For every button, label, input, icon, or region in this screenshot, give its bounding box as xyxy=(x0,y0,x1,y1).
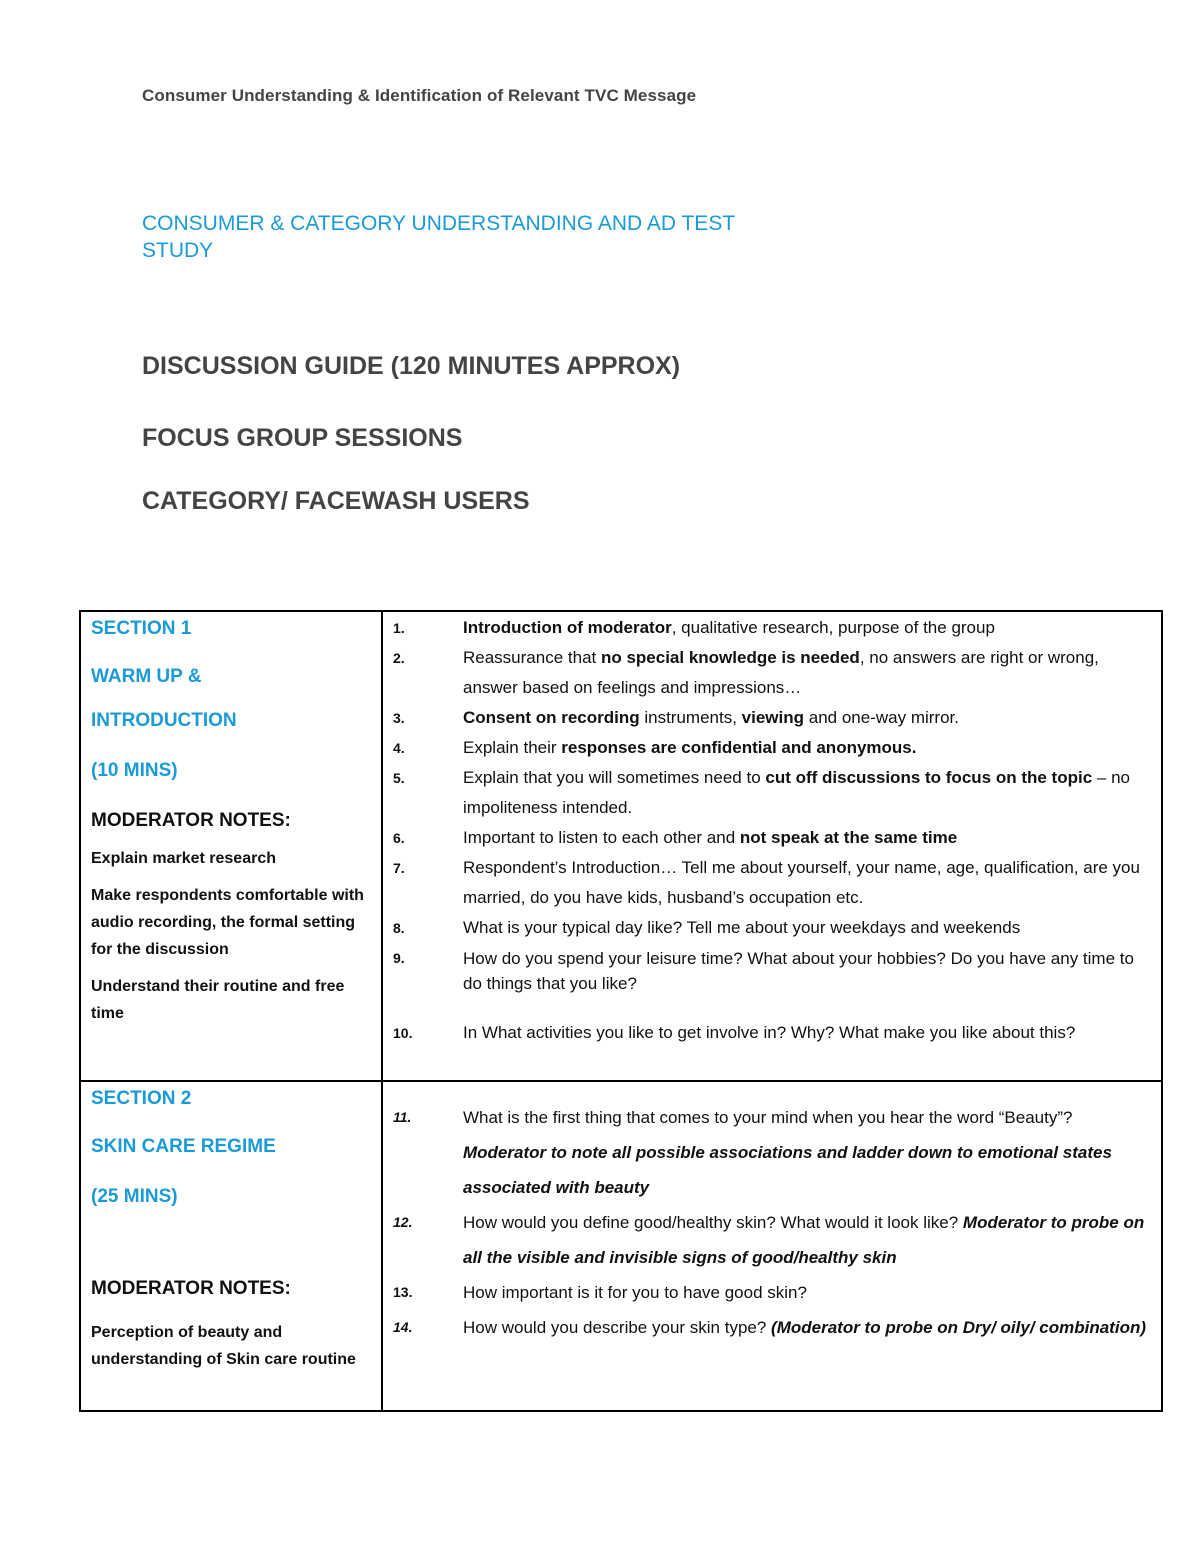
question-item: 8. What is your typical day like? Tell me about your weekdays and weekends xyxy=(393,918,1021,937)
category-heading: CATEGORY/ FACEWASH USERS xyxy=(142,487,530,515)
section-1-name-1: WARM UP & xyxy=(91,666,202,687)
section-2-row xyxy=(80,1081,1162,1411)
section-1-notes-heading: MODERATOR NOTES: xyxy=(91,810,291,831)
focus-group-heading: FOCUS GROUP SESSIONS xyxy=(142,424,463,452)
question-item: 4. Explain their responses are confidential and anonymous. xyxy=(393,738,917,757)
section-1-label: SECTION 1 xyxy=(91,618,192,639)
question-item: 7. Respondent’s Introduction… Tell me about yourself, your name, age, qualification, are you married, do you have kids, husband’s occupation etc. xyxy=(393,858,1140,907)
section-2-note-1: Perception of beauty and understanding of Skin care routine xyxy=(91,1324,356,1368)
study-title: CONSUMER & CATEGORY UNDERSTANDING AND AD TEST STUDY xyxy=(142,212,736,262)
discussion-guide-table xyxy=(79,610,1163,1412)
section-2-name: SKIN CARE REGIME xyxy=(91,1136,276,1157)
section-1-note-1: Explain market research xyxy=(91,850,276,867)
section-1-note-2: Make respondents comfortable with audio recording, the formal setting for the discussion xyxy=(91,887,364,958)
discussion-guide-heading: DISCUSSION GUIDE (120 MINUTES APPROX) xyxy=(142,352,681,380)
question-item: 13. How important is it for you to have good skin? xyxy=(393,1283,807,1302)
question-item: 12. How would you define good/healthy skin? What would it look like? Moderator to probe on all the visible and invisible signs of good/healthy skin xyxy=(393,1213,1145,1267)
section-2-questions xyxy=(382,1081,1162,1411)
question-item: 10. In What activities you like to get involve in? Why? What make you like about this? xyxy=(393,1023,1076,1042)
section-2-notes-heading: MODERATOR NOTES: xyxy=(91,1278,291,1299)
question-item: 6. Important to listen to each other and not speak at the same time xyxy=(393,828,958,847)
section-1-note-3: Understand their routine and free time xyxy=(91,978,345,1022)
section-1-row xyxy=(80,611,1162,1081)
question-item: 14. How would you describe your skin type? (Moderator to probe on Dry/ oily/ combination) xyxy=(393,1318,1146,1337)
question-item: 5. Explain that you will sometimes need to cut off discussions to focus on the topic – no impoliteness intended. xyxy=(393,768,1130,817)
section-1-info xyxy=(80,611,382,1081)
section-1-duration: (10 MINS) xyxy=(91,760,178,781)
running-header: Consumer Understanding & Identification of Relevant TVC Message xyxy=(142,86,697,105)
question-item: 2. Reassurance that no special knowledge is needed, no answers are right or wrong, answer based on feelings and impressions… xyxy=(393,648,1099,697)
section-2-label: SECTION 2 xyxy=(91,1088,192,1109)
section-1-questions xyxy=(382,611,1162,1081)
question-item: 9. How do you spend your leisure time? What about your hobbies? Do you have any time to do things that you like? xyxy=(393,949,1134,993)
section-2-duration: (25 MINS) xyxy=(91,1186,178,1207)
question-item: 11. What is the first thing that comes to your mind when you hear the word “Beauty”? Moderator to note all possible associations and ladder down to emotional states associated with beauty xyxy=(393,1108,1112,1197)
question-item: 1. Introduction of moderator, qualitative research, purpose of the group xyxy=(393,618,995,637)
question-item: 3. Consent on recording instruments, viewing and one-way mirror. xyxy=(393,708,959,727)
section-2-info xyxy=(80,1081,382,1411)
section-1-name-2: INTRODUCTION xyxy=(91,710,237,731)
